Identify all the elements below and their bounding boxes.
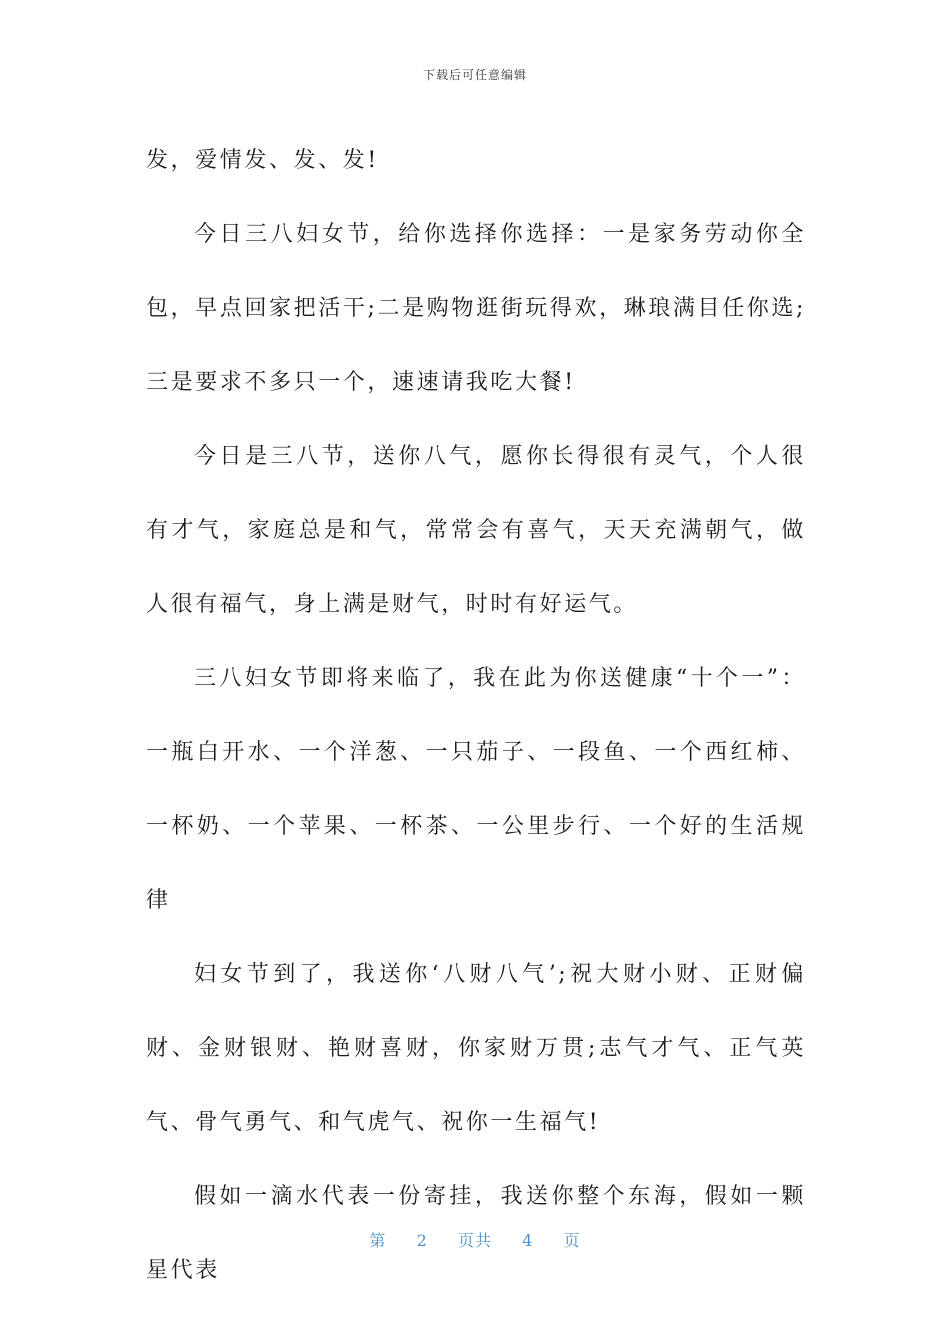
total-page-count: 4 (522, 1231, 534, 1250)
document-body (146, 124, 806, 1308)
paragraph: 今日是三八节，送你八气，愿你长得很有灵气，个人很有才气，家庭总是和气，常常会有喜气，天天充满朝气，做人很有福气，身上满是财气，时时有好运气。 (146, 444, 806, 617)
footer-suffix: 页 (563, 1231, 581, 1250)
header-note: 下载后可任意编辑 (422, 68, 527, 82)
paragraph: 今日三八妇女节，给你选择你选择：一是家务劳动你全包，早点回家把活干;二是购物逛街玩得欢，琳琅满目任你选;三是要求不多只一个，速速请我吃大餐! (146, 222, 806, 395)
paragraph: 三八妇女节即将来临了，我在此为你送健康“十个一”：一瓶白开水、一个洋葱、一只茄子、一段鱼、一个西红柿、一杯奶、一个苹果、一杯茶、一公里步行、一个好的生活规律 (146, 666, 806, 913)
paragraph-continued: 发，爱情发、发、发! (146, 148, 379, 173)
footer-middle: 页共 (457, 1231, 492, 1250)
footer-prefix: 第 (369, 1231, 387, 1250)
page-header (0, 66, 950, 83)
page-footer (0, 1228, 950, 1251)
paragraph: 妇女节到了，我送你‘八财八气’;祝大财小财、正财偏财、金财银财、艳财喜财，你家财万贯;志气才气、正气英气、骨气勇气、和气虎气、祝你一生福气! (146, 962, 806, 1135)
paragraph: 假如一滴水代表一份寄挂，我送你整个东海，假如一颗星代表 (146, 1184, 806, 1283)
current-page-number: 2 (416, 1231, 428, 1250)
